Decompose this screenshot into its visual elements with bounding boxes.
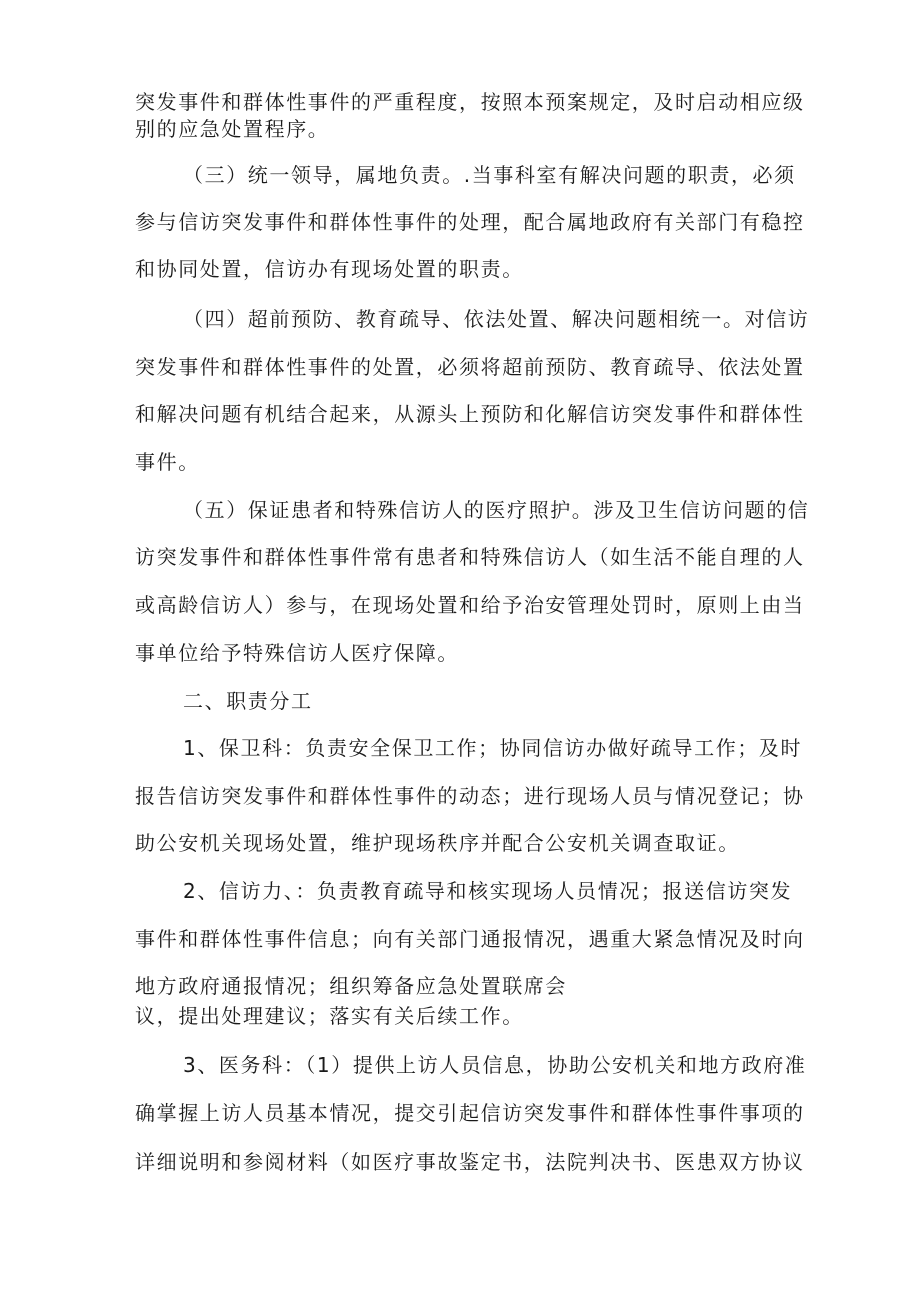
text-line: 事件。 [135,450,200,474]
text-line: 3、医务科：（1）提供上访人员信息，协助公安机关和地方政府准 [183,1053,807,1077]
text-line: 2、信访力、：负责教育疏导和核实现场人员情况；报送信访突发 [183,879,793,903]
text-line: 详细说明和参阅材料（如医疗事故鉴定书，法院判决书、医患双方协议 [135,1150,805,1174]
text-line: 和解决问题有机结合起来，从源头上预防和化解信访突发事件和群体性 [135,402,805,426]
text-line: 访突发事件和群体性事件常有患者和特殊信访人（如生活不能自理的人 [135,545,805,569]
text-line: 报告信访突发事件和群体性事件的动态；进行现场人员与情况登记；协 [135,784,805,808]
text-line: 确掌握上访人员基本情况，提交引起信访突发事件和群体性事件事项的 [135,1101,805,1125]
text-line: 地方政府通报情况；组织筹备应急处置联席会 [135,974,567,998]
text-line: 参与信访突发事件和群体性事件的处理，配合属地政府有关部门有稳控 [135,210,805,234]
text-line: 事单位给予特殊信访人医疗保障。 [135,641,459,665]
text-line: 和协同处置，信访办有现场处置的职责。 [135,257,524,281]
text-line: （三）统一领导，属地负责。.当事科室有解决问题的职责，必须 [183,163,796,187]
text-line: （五）保证患者和特殊信访人的医疗照护。涉及卫生信访问题的信 [183,498,810,522]
text-line: 助公安机关现场处置，维护现场秩序并配合公安机关调查取证。 [135,831,740,855]
text-line: 突发事件和群体性事件的严重程度，按照本预案规定，及时启动相应级 [135,90,805,114]
text-line: 事件和群体性事件信息；向有关部门通报情况，遇重大紧急情况及时向 [135,927,805,951]
text-line: 突发事件和群体性事件的处置，必须将超前预防、教育疏导、依法处置 [135,355,805,379]
text-line: 1、保卫科：负责安全保卫工作；协同信访办做好疏导工作；及时 [183,736,803,760]
text-line: （四）超前预防、教育疏导、依法处置、解决问题相统一。对信访 [183,307,810,331]
section-heading: 二、职责分工 [183,689,313,713]
text-line: 议，提出处理建议；落实有关后续工作。 [135,1004,524,1028]
text-line: 或高龄信访人）参与，在现场处置和给予治安管理处罚时，原则上由当 [135,593,805,617]
text-line: 别的应急处置程序。 [135,117,330,141]
